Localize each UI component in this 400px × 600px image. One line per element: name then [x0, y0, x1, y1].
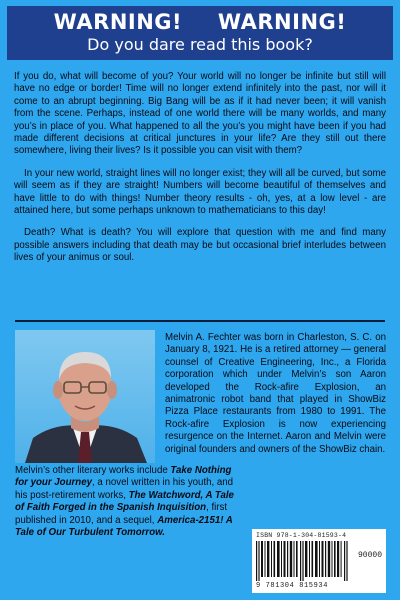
work-title-journey: Take Nothing for your Journey: [15, 465, 232, 489]
section-divider: [15, 320, 385, 322]
isbn-number: 9 781304 815934: [256, 582, 329, 590]
blurb-paragraph-2: In your new world, straight lines will no longer exist; they will all be curved, but some will seem as if they are straight! Numbers will become beautiful of themselves and have little to do with things! Number theory results - oh, yes, at a low level - are attained here, but some perhaps unknown to mathematicians to this day!: [14, 167, 386, 217]
other-works-text: [15, 465, 245, 539]
works-text-3: , first published in 2010, and a sequel,: [15, 502, 228, 526]
banner-subtitle: Do you dare read this book?: [87, 35, 313, 54]
work-title-watchword: The Watchword, A Tale of Faith Forged in the Spanish Inquisition: [15, 489, 234, 514]
author-bio-text: Melvin A. Fechter was born in Charleston, S. C. on January 8, 1921. He is a retired attorney — general counsel of Creative Engineering, Inc., a Florida corporation which under Melvin’s son Aaron developed the Rock-afire Explosion, an animatronic robot band that played in ShowBiz Pizza Place restaurants from 1980 to 1991. The Rock-afire Explosion is now experiencing resurgence on the Internet. Aaron and Melvin were original founders and owners of the ShowBiz chain.: [165, 332, 386, 455]
blurb-paragraph-3: Death? What is death? You will explore that question with me and find many possible answers including that death may be but occasional brief interludes between lives of your animus or soul.: [14, 227, 386, 264]
blurb-paragraph-1: If you do, what will become of you? Your world will no longer be infinite but still will have no edge or border! Time will no longer extend infinitely into the past, nor will it come to an abrupt beginning. Big Bang will be as if it had never been; it will vanish from the scene. Perhaps, instead of one world there will be many worlds, and many you’s in place of you. What happened to all the you’s you might have been if you had made different decisions at critical junctures in your life? Are they still out there somewhere, living their lives? Is it possible you can visit with them?: [14, 71, 386, 157]
banner-title: [7, 6, 393, 34]
works-text-2: , a novel written in his youth, and his post-retirement works,: [15, 477, 234, 501]
works-text-1: Melvin’s other literary works include: [15, 465, 171, 476]
warning-right: WARNING!: [217, 10, 347, 34]
isbn-barcode: [252, 529, 386, 593]
work-title-america: America-2151! A Tale of Our Turbulent Tomorrow.: [15, 514, 233, 539]
barcode-bars: [256, 541, 348, 581]
author-photo: [15, 330, 155, 463]
price-code: 90000: [357, 551, 382, 560]
other-works: [15, 465, 245, 539]
isbn-label: ISBN 978-1-304-81593-4: [256, 532, 347, 539]
warning-banner: [7, 6, 393, 60]
author-bio: [165, 332, 386, 456]
warning-left: WARNING!: [53, 10, 183, 34]
blurb: [14, 71, 386, 275]
